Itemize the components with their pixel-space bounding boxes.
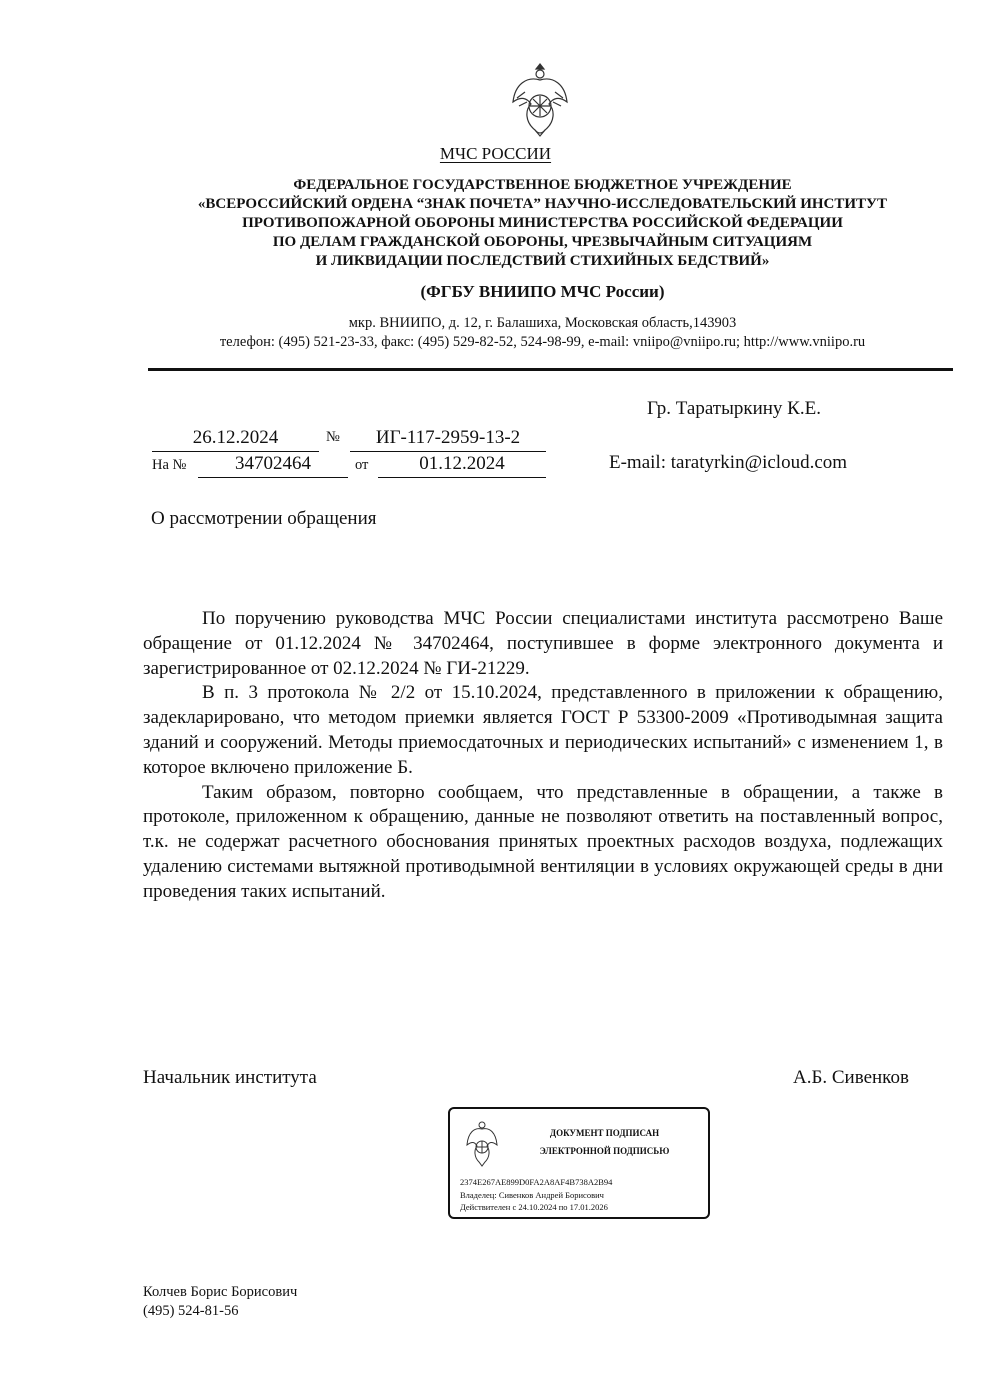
emblem-icon xyxy=(507,58,573,142)
stamp-heading-line: ЭЛЕКТРОННОЙ ПОДПИСЬЮ xyxy=(539,1146,670,1156)
stamp-emblem-icon xyxy=(465,1119,499,1169)
executor-name: Колчев Борис Борисович xyxy=(143,1284,298,1300)
body-paragraph: В п. 3 протокола № 2/2 от 15.10.2024, представленного в приложении к обращению, задекларировано, что методом приемки является ГОСТ Р 53300-2009 «Противодымная защита зданий и сооружений. Методы приемосдаточных и периодических испытаний» с изменением 1, в которое включено приложение Б. xyxy=(143,682,943,778)
executor-info xyxy=(143,1283,297,1321)
recipient-email: E-mail: taratyrkin@icloud.com xyxy=(609,452,848,473)
organization-full-name xyxy=(100,176,985,271)
letter-subject: О рассмотрении обращения xyxy=(151,508,377,529)
number-sign: № xyxy=(326,429,340,445)
executor-phone: (495) 524-81-56 xyxy=(143,1303,239,1319)
from-label: от xyxy=(355,457,369,473)
body-paragraph: По поручению руководства МЧС России специалистами института рассмотрено Ваше обращение от 01.12.2024 № 34702464, поступившее в форме электронного документа и зарегистрированное от 02.12.2024 № ГИ-21229. xyxy=(143,608,943,679)
org-line: ПО ДЕЛАМ ГРАЖДАНСКОЙ ОБОРОНЫ, ЧРЕЗВЫЧАЙНЫМ СИТУАЦИЯМ xyxy=(272,234,813,250)
certificate-serial: 2374E267AE899D0FA2A8AF4B738A2B94 xyxy=(460,1177,613,1187)
signer-title: Начальник института xyxy=(143,1067,317,1088)
address: мкр. ВНИИПО, д. 12, г. Балашиха, Московская область,143903 xyxy=(348,315,737,331)
stamp-details xyxy=(460,1176,612,1214)
body-paragraph: Таким образом, повторно сообщаем, что представленные в обращении, а также в протоколе, приложенном к обращению, данные не позволяют ответить на поставленный вопрос, т.к. не содержат расчетного обоснования принятых проектных расходов воздуха, подлежащих удалению системами вытяжной противодымной вентиляции в условиях окружающей среды в дни проведения таких испытаний. xyxy=(143,781,943,902)
organization-contacts xyxy=(100,314,985,352)
stamp-heading xyxy=(512,1124,697,1160)
ministry-name: МЧС РОССИИ xyxy=(439,144,552,163)
recipient-name: Гр. Таратыркину К.Е. xyxy=(647,398,821,419)
outgoing-number: ИГ-117-2959-13-2 xyxy=(350,427,546,452)
organization-short-name: (ФГБУ ВНИИПО МЧС России) xyxy=(420,282,665,301)
signer-name: А.Б. Сивенков xyxy=(793,1067,909,1088)
certificate-owner: Владелец: Сивенков Андрей Борисович xyxy=(460,1189,604,1200)
org-line: ПРОТИВОПОЖАРНОЙ ОБОРОНЫ МИНИСТЕРСТВА РОССИЙСКОЙ ФЕДЕРАЦИИ xyxy=(242,215,843,231)
org-line: «ВСЕРОССИЙСКИЙ ОРДЕНА “ЗНАК ПОЧЕТА” НАУЧНО-ИССЛЕДОВАТЕЛЬСКИЙ ИНСТИТУТ xyxy=(197,196,888,212)
contacts: телефон: (495) 521-23-33, факс: (495) 529-82-52, 524-98-99, e-mail: vniipo@vniipo.ru; http://www.vniipo.ru xyxy=(219,334,866,350)
org-line: ФЕДЕРАЛЬНОЕ ГОСУДАРСТВЕННОЕ БЮДЖЕТНОЕ УЧРЕЖДЕНИЕ xyxy=(293,177,792,193)
certificate-validity: Действителен с 24.10.2024 по 17.01.2026 xyxy=(460,1202,608,1212)
letter-body xyxy=(143,607,943,905)
reply-prefix: На № xyxy=(152,457,187,473)
stamp-heading-line: ДОКУМЕНТ ПОДПИСАН xyxy=(549,1128,660,1138)
outgoing-date: 26.12.2024 xyxy=(152,427,319,452)
header-divider xyxy=(148,368,953,371)
reply-number: 34702464 xyxy=(198,453,348,478)
org-line: И ЛИКВИДАЦИИ ПОСЛЕДСТВИЙ СТИХИЙНЫХ БЕДСТВИЙ» xyxy=(315,253,770,269)
e-signature-stamp xyxy=(448,1107,710,1219)
reply-date: 01.12.2024 xyxy=(378,453,546,478)
